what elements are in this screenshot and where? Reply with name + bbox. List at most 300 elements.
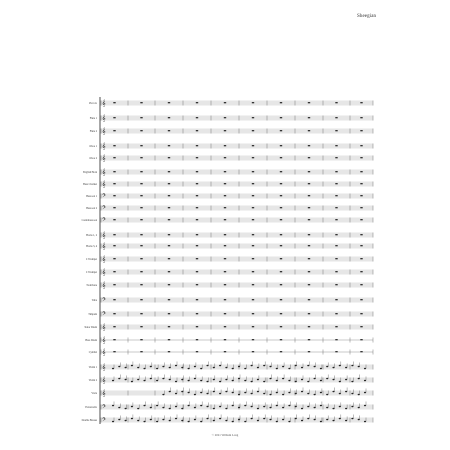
instrument-label: Flute 2 — [89, 129, 97, 133]
note-head — [288, 368, 290, 370]
note-head — [314, 407, 316, 409]
measure-rest — [113, 313, 115, 314]
note-head — [301, 391, 303, 393]
note-head — [339, 418, 341, 420]
measure-rest — [335, 299, 337, 300]
note-head — [194, 378, 196, 380]
note-head — [232, 368, 234, 370]
clef-glyph: 𝄞 — [102, 115, 106, 122]
measure-rest — [140, 284, 142, 285]
note-head — [118, 366, 120, 368]
note-head — [169, 367, 171, 369]
note-head — [351, 381, 353, 383]
measure-rest — [168, 326, 170, 327]
note-head — [213, 408, 215, 410]
note-head — [200, 421, 202, 423]
note-head — [295, 406, 297, 408]
note-head — [238, 394, 240, 396]
note-head — [200, 405, 202, 407]
measure-rest — [224, 102, 226, 103]
note-head — [301, 420, 303, 422]
note-head — [162, 394, 164, 396]
note-head — [269, 419, 271, 421]
measure-rest — [280, 245, 282, 246]
measure-rest — [308, 130, 310, 131]
measure-rest — [360, 102, 362, 103]
measure-rest — [252, 102, 254, 103]
note-head — [314, 419, 316, 421]
note-head — [339, 406, 341, 408]
note-head — [326, 407, 328, 409]
note-head — [112, 405, 114, 407]
measure-rest — [280, 339, 282, 340]
note-head — [288, 405, 290, 407]
note-head — [339, 393, 341, 395]
note-head — [200, 392, 202, 394]
note-head — [143, 405, 145, 407]
note-head — [150, 366, 152, 368]
note-head — [156, 421, 158, 423]
note-head — [276, 368, 278, 370]
measure-rest — [252, 339, 254, 340]
note-head — [200, 368, 202, 370]
note-head — [131, 365, 133, 367]
note-head — [332, 408, 334, 410]
measure-rest — [308, 299, 310, 300]
note-head — [238, 419, 240, 421]
clef-glyph: 𝄞 — [102, 349, 106, 356]
instrument-label: Bassoon 1 — [86, 194, 97, 198]
measure-rest — [168, 117, 170, 118]
measure-rest — [280, 219, 282, 220]
measure-rest — [360, 207, 362, 208]
measure-rest — [196, 183, 198, 184]
measure-rest — [308, 271, 310, 272]
measure-rest — [168, 284, 170, 285]
measure-rest — [308, 145, 310, 146]
measure-rest — [168, 258, 170, 259]
measure-rest — [224, 313, 226, 314]
note-head — [169, 391, 171, 393]
note-head — [131, 406, 133, 408]
instrument-label: Trombone — [86, 283, 97, 287]
measure-rest — [308, 245, 310, 246]
note-head — [276, 421, 278, 423]
note-head — [188, 380, 190, 382]
measure-rest — [360, 339, 362, 340]
note-head — [351, 406, 353, 408]
measure-rest — [140, 117, 142, 118]
note-head — [276, 392, 278, 394]
measure-rest — [280, 207, 282, 208]
note-head — [295, 365, 297, 367]
note-head — [188, 368, 190, 370]
measure-rest — [140, 299, 142, 300]
note-head — [288, 421, 290, 423]
measure-rest — [113, 195, 115, 196]
note-head — [206, 406, 208, 408]
note-head — [332, 420, 334, 422]
note-head — [326, 366, 328, 368]
note-head — [345, 367, 347, 369]
measure-rest — [335, 245, 337, 246]
measure-rest — [252, 171, 254, 172]
note-head — [332, 379, 334, 381]
measure-rest — [280, 183, 282, 184]
measure-rest — [252, 271, 254, 272]
measure-rest — [196, 258, 198, 259]
page-title: Sheegian — [357, 14, 377, 19]
note-head — [169, 379, 171, 381]
note-head — [351, 365, 353, 367]
note-head — [181, 420, 183, 422]
clef-glyph: 𝄞 — [102, 155, 106, 162]
note-head — [244, 380, 246, 382]
note-head — [288, 380, 290, 382]
note-head — [125, 379, 127, 381]
measure-rest — [360, 234, 362, 235]
note-head — [364, 405, 366, 407]
note-head — [301, 408, 303, 410]
measure-rest — [196, 219, 198, 220]
note-head — [263, 406, 265, 408]
measure-rest — [335, 207, 337, 208]
measure-rest — [252, 284, 254, 285]
measure-rest — [224, 183, 226, 184]
measure-rest — [335, 171, 337, 172]
copyright-notice: © 2021 William Long — [211, 433, 239, 437]
clef-glyph: 𝄢 — [102, 205, 106, 212]
measure-rest — [280, 157, 282, 158]
measure-rest — [168, 271, 170, 272]
note-head — [150, 419, 152, 421]
note-head — [263, 365, 265, 367]
measure-rest — [196, 234, 198, 235]
note-head — [150, 407, 152, 409]
measure-rest — [252, 234, 254, 235]
measure-rest — [196, 171, 198, 172]
measure-rest — [280, 313, 282, 314]
note-head — [307, 406, 309, 408]
note-head — [169, 408, 171, 410]
note-head — [232, 405, 234, 407]
note-head — [282, 407, 284, 409]
measure-rest — [168, 145, 170, 146]
measure-rest — [140, 157, 142, 158]
note-head — [169, 420, 171, 422]
measure-rest — [113, 102, 115, 103]
measure-rest — [224, 130, 226, 131]
measure-rest — [252, 157, 254, 158]
measure-rest — [113, 145, 115, 146]
measure-rest — [280, 258, 282, 259]
measure-rest — [196, 157, 198, 158]
note-head — [244, 368, 246, 370]
note-head — [244, 421, 246, 423]
clef-glyph: 𝄞 — [102, 364, 106, 371]
measure-rest — [252, 195, 254, 196]
measure-rest — [196, 326, 198, 327]
note-head — [364, 380, 366, 382]
note-head — [251, 406, 253, 408]
note-head — [118, 419, 120, 421]
measure-rest — [360, 326, 362, 327]
measure-rest — [360, 284, 362, 285]
measure-rest — [360, 245, 362, 246]
note-head — [332, 367, 334, 369]
clef-glyph: 𝄞 — [102, 324, 106, 331]
note-head — [332, 391, 334, 393]
measure-rest — [224, 219, 226, 220]
note-head — [307, 393, 309, 395]
clef-glyph: 𝄞 — [102, 337, 106, 344]
note-head — [364, 392, 366, 394]
measure-rest — [335, 351, 337, 352]
note-head — [156, 405, 158, 407]
measure-rest — [360, 313, 362, 314]
note-head — [282, 394, 284, 396]
note-head — [219, 365, 221, 367]
note-head — [225, 408, 227, 410]
measure-rest — [168, 351, 170, 352]
note-head — [118, 407, 120, 409]
note-head — [225, 420, 227, 422]
note-head — [232, 421, 234, 423]
instrument-label: C Trumpet — [85, 257, 97, 261]
measure-rest — [360, 351, 362, 352]
note-head — [345, 420, 347, 422]
note-head — [188, 392, 190, 394]
measure-rest — [335, 219, 337, 220]
note-head — [339, 381, 341, 383]
note-head — [251, 393, 253, 395]
note-head — [181, 379, 183, 381]
note-head — [251, 365, 253, 367]
note-head — [112, 380, 114, 382]
measure-rest — [360, 130, 362, 131]
note-head — [232, 380, 234, 382]
measure-rest — [335, 102, 337, 103]
measure-rest — [140, 313, 142, 314]
measure-rest — [308, 117, 310, 118]
measure-rest — [196, 195, 198, 196]
note-head — [143, 368, 145, 370]
measure-rest — [113, 117, 115, 118]
measure-rest — [196, 102, 198, 103]
measure-rest — [335, 195, 337, 196]
measure-rest — [280, 351, 282, 352]
measure-rest — [113, 130, 115, 131]
note-head — [181, 408, 183, 410]
note-head — [295, 381, 297, 383]
note-head — [257, 391, 259, 393]
measure-rest — [252, 313, 254, 314]
measure-rest — [280, 145, 282, 146]
note-head — [206, 393, 208, 395]
measure-rest — [308, 195, 310, 196]
measure-rest — [113, 157, 115, 158]
note-head — [143, 380, 145, 382]
measure-rest — [113, 245, 115, 246]
measure-rest — [224, 245, 226, 246]
note-head — [263, 418, 265, 420]
note-head — [257, 379, 259, 381]
instrument-label: Tenor Drum — [84, 325, 97, 329]
measure-rest — [360, 183, 362, 184]
note-head — [326, 394, 328, 396]
measure-rest — [335, 284, 337, 285]
note-head — [238, 366, 240, 368]
note-head — [326, 378, 328, 380]
note-head — [219, 418, 221, 420]
measure-rest — [280, 102, 282, 103]
note-head — [175, 406, 177, 408]
measure-rest — [308, 102, 310, 103]
measure-rest — [140, 171, 142, 172]
measure-rest — [360, 219, 362, 220]
measure-rest — [196, 284, 198, 285]
measure-rest — [196, 145, 198, 146]
measure-rest — [360, 258, 362, 259]
measure-rest — [140, 258, 142, 259]
note-head — [295, 418, 297, 420]
measure-rest — [140, 339, 142, 340]
note-head — [206, 418, 208, 420]
measure-rest — [168, 339, 170, 340]
measure-rest — [335, 258, 337, 259]
measure-rest — [196, 299, 198, 300]
instrument-label: Horns 3, 4 — [86, 244, 97, 248]
measure-rest — [140, 207, 142, 208]
note-head — [131, 418, 133, 420]
clef-glyph: 𝄢 — [102, 404, 106, 411]
instrument-label: Cymbal — [88, 350, 97, 354]
note-head — [244, 405, 246, 407]
instrument-label: Double Basses — [81, 418, 97, 422]
instrument-label: Violin 1 — [88, 365, 97, 369]
note-head — [162, 366, 164, 368]
measure-rest — [140, 326, 142, 327]
note-head — [351, 418, 353, 420]
clef-glyph: 𝄞 — [102, 181, 106, 188]
measure-rest — [280, 195, 282, 196]
measure-rest — [113, 207, 115, 208]
note-head — [238, 407, 240, 409]
measure-rest — [224, 339, 226, 340]
measure-rest — [113, 339, 115, 340]
note-head — [194, 394, 196, 396]
clef-glyph: 𝄞 — [102, 269, 106, 276]
note-head — [213, 379, 215, 381]
note-head — [314, 366, 316, 368]
measure-rest — [308, 326, 310, 327]
note-head — [295, 393, 297, 395]
measure-rest — [360, 171, 362, 172]
measure-rest — [224, 195, 226, 196]
measure-rest — [335, 313, 337, 314]
measure-rest — [360, 299, 362, 300]
measure-rest — [335, 271, 337, 272]
note-head — [175, 365, 177, 367]
note-head — [244, 392, 246, 394]
note-head — [320, 405, 322, 407]
note-head — [263, 381, 265, 383]
measure-rest — [224, 145, 226, 146]
note-head — [358, 407, 360, 409]
note-head — [320, 380, 322, 382]
instrument-label: Violoncello — [84, 405, 97, 409]
note-head — [194, 366, 196, 368]
measure-rest — [113, 326, 115, 327]
measure-rest — [252, 117, 254, 118]
instrument-label: Bassoon 2 — [86, 206, 97, 210]
measure-rest — [140, 130, 142, 131]
note-head — [125, 367, 127, 369]
measure-rest — [308, 313, 310, 314]
note-head — [137, 408, 139, 410]
note-head — [345, 379, 347, 381]
measure-rest — [335, 117, 337, 118]
measure-rest — [252, 299, 254, 300]
measure-rest — [140, 183, 142, 184]
measure-rest — [308, 258, 310, 259]
note-head — [358, 378, 360, 380]
measure-rest — [335, 326, 337, 327]
measure-rest — [360, 157, 362, 158]
note-head — [314, 378, 316, 380]
measure-rest — [280, 234, 282, 235]
note-head — [263, 393, 265, 395]
note-head — [213, 420, 215, 422]
clef-glyph: 𝄢 — [102, 193, 106, 200]
measure-rest — [360, 117, 362, 118]
note-head — [345, 391, 347, 393]
measure-rest — [280, 117, 282, 118]
note-head — [200, 380, 202, 382]
note-head — [320, 421, 322, 423]
measure-rest — [140, 219, 142, 220]
clef-glyph: 𝄢 — [102, 417, 106, 424]
measure-rest — [280, 299, 282, 300]
clef-glyph: 𝄞 — [102, 377, 106, 384]
note-head — [118, 378, 120, 380]
note-head — [269, 366, 271, 368]
measure-rest — [196, 351, 198, 352]
measure-rest — [280, 171, 282, 172]
note-head — [156, 368, 158, 370]
note-head — [232, 392, 234, 394]
note-head — [307, 381, 309, 383]
measure-rest — [280, 130, 282, 131]
instrument-label: English Horn — [83, 170, 97, 174]
note-head — [358, 419, 360, 421]
note-head — [137, 379, 139, 381]
note-head — [282, 366, 284, 368]
note-head — [162, 407, 164, 409]
measure-rest — [113, 219, 115, 220]
measure-rest — [140, 245, 142, 246]
instrument-label: C Trumpet — [85, 270, 97, 274]
note-head — [225, 367, 227, 369]
note-head — [251, 381, 253, 383]
clef-glyph: 𝄢 — [102, 297, 106, 304]
measure-rest — [196, 339, 198, 340]
clef-glyph: 𝄢 — [102, 311, 106, 318]
measure-rest — [113, 234, 115, 235]
measure-rest — [224, 117, 226, 118]
instrument-label: Bass Drum — [85, 338, 97, 342]
measure-rest — [335, 234, 337, 235]
